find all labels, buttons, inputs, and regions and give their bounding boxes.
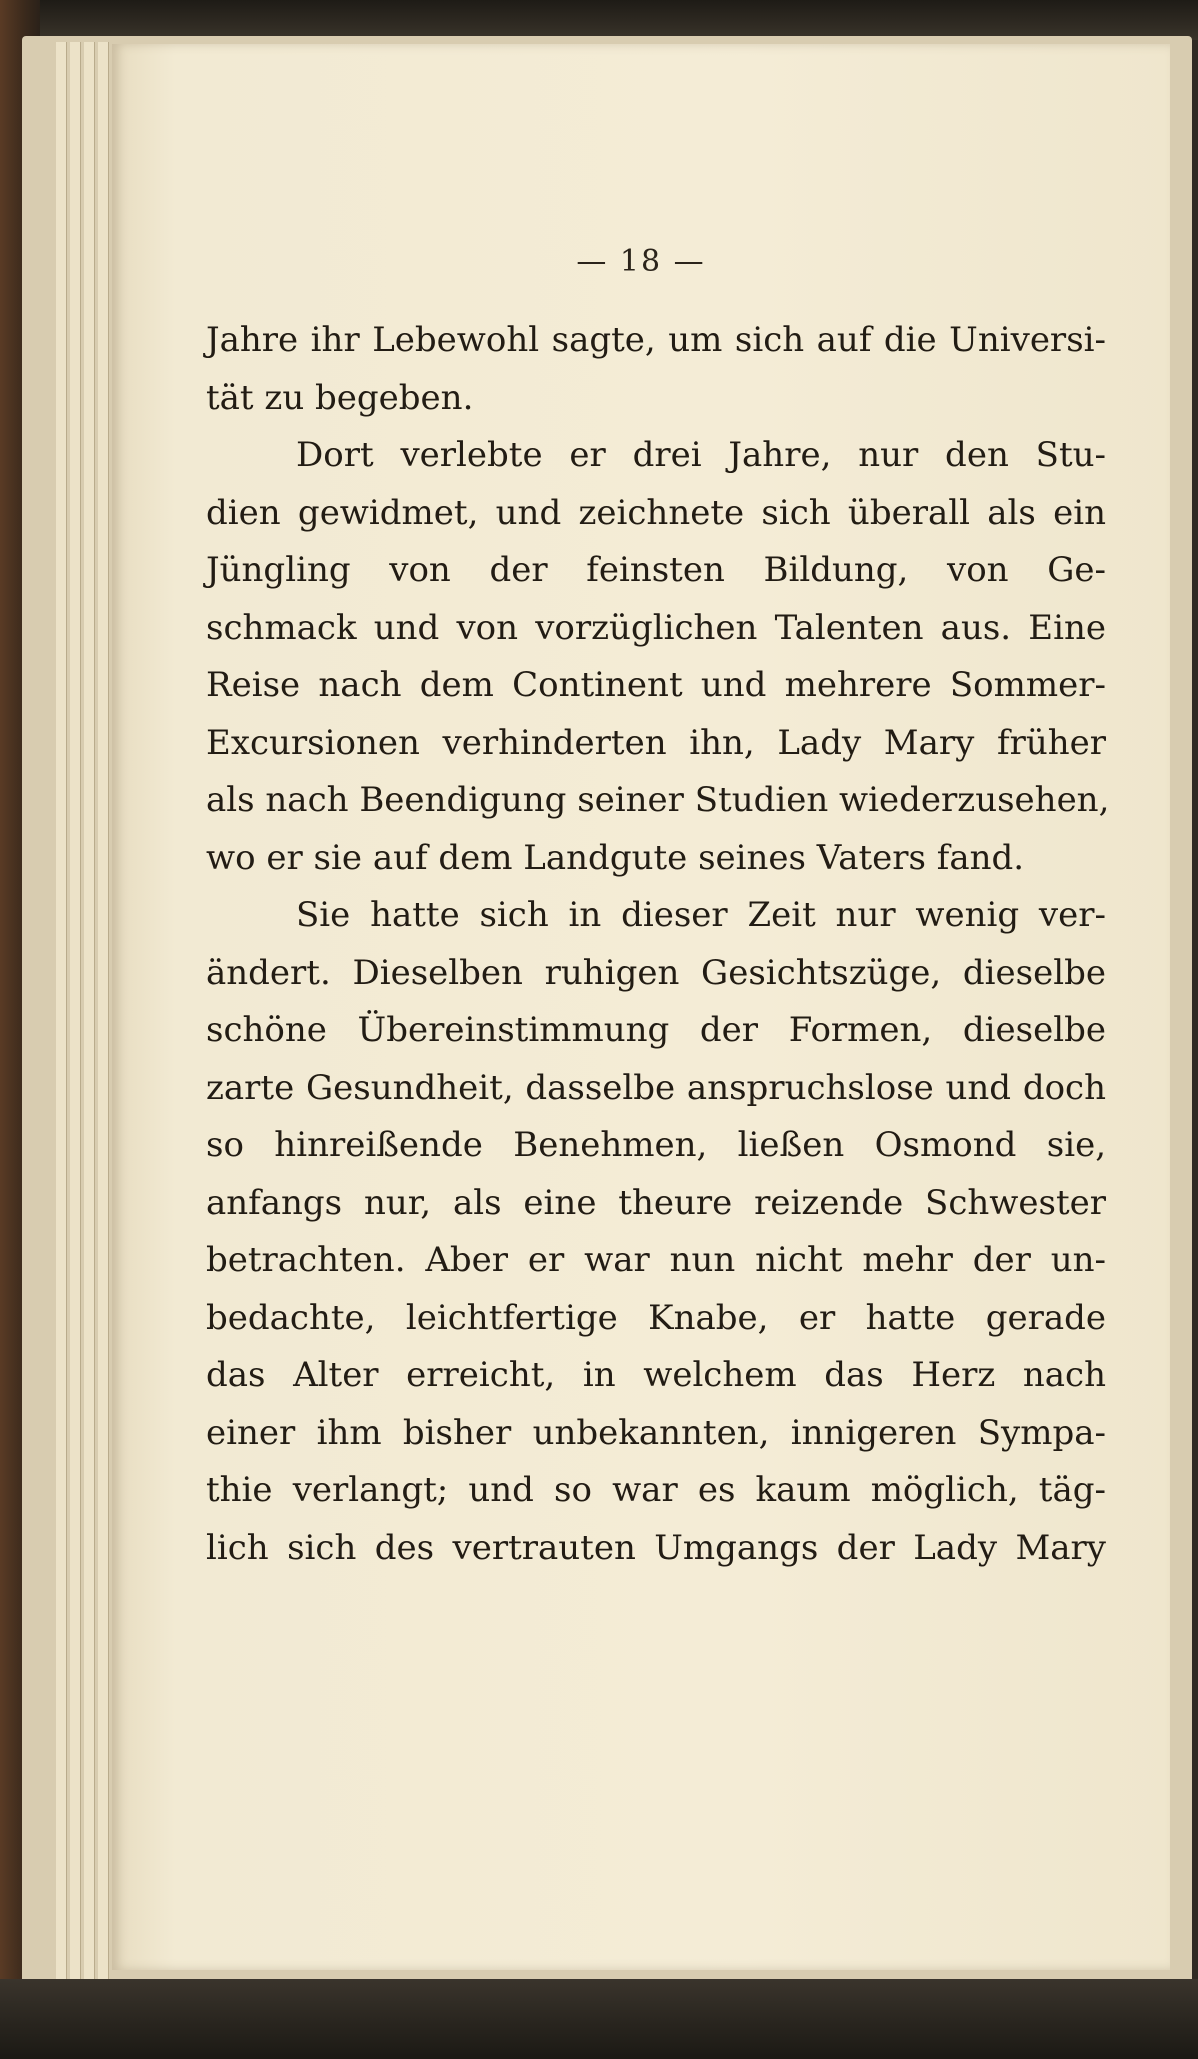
text-line: lich sich des vertrauten Umgangs der Lady Mary [206,1527,1106,1568]
text-line: wo er sie auf dem Landgute seines Vaters fand. [206,837,1025,878]
text-line: einer ihm bisher unbekannten, innigeren Sympa- [206,1412,1106,1453]
text-line: zarte Gesundheit, dasselbe anspruchslose und doch [206,1067,1106,1108]
page-edge [98,42,109,1981]
text-line: Dort verlebte er drei Jahre, nur den Stu- [296,435,1106,475]
text-line: Jahre ihr Lebewohl sagte, um sich auf die Universi- [206,320,1106,360]
text-line: so hinreißende Benehmen, ließen Osmond sie, [206,1125,1106,1165]
text-line: schmack und von vorzüglichen Talenten aus. Eine [206,607,1106,648]
text-line: Reise nach dem Continent und mehrere Sommer- [206,665,1106,705]
text-line: Jüngling von der feinsten Bildung, von Ge- [206,550,1106,590]
text-line: betrachten. Aber er war nun nicht mehr der un- [206,1240,1106,1280]
text-line: thie verlangt; und so war es kaum möglich, täg- [206,1470,1106,1510]
page-edge [56,42,67,1981]
text-line: Excursionen verhinderten ihn, Lady Mary früher [206,722,1106,763]
text-line: schöne Übereinstimmung der Formen, dieselbe [206,1010,1106,1050]
text-line: ändert. Dieselben ruhigen Gesichtszüge, dieselbe [206,952,1106,993]
text-line: anfangs nur, als eine theure reizende Schwester [206,1182,1106,1223]
page-number: — 18 — [576,244,706,279]
page-edge [70,42,81,1981]
text-line: tät zu begeben. [206,377,474,418]
page-edge [84,42,95,1981]
text-line: dien gewidmet, und zeichnete sich überall als ein [206,492,1106,533]
text-line: Sie hatte sich in dieser Zeit nur wenig ver- [296,895,1106,935]
book-cover-top [0,0,1198,40]
text-line: bedachte, leichtfertige Knabe, er hatte gerade [206,1297,1106,1338]
book-cover-bottom [0,1979,1198,2059]
text-line: als nach Beendigung seiner Studien wiederzusehen, [206,780,1110,820]
text-line: das Alter erreicht, in welchem das Herz nach [206,1355,1106,1395]
page-text [206,312,1110,1577]
